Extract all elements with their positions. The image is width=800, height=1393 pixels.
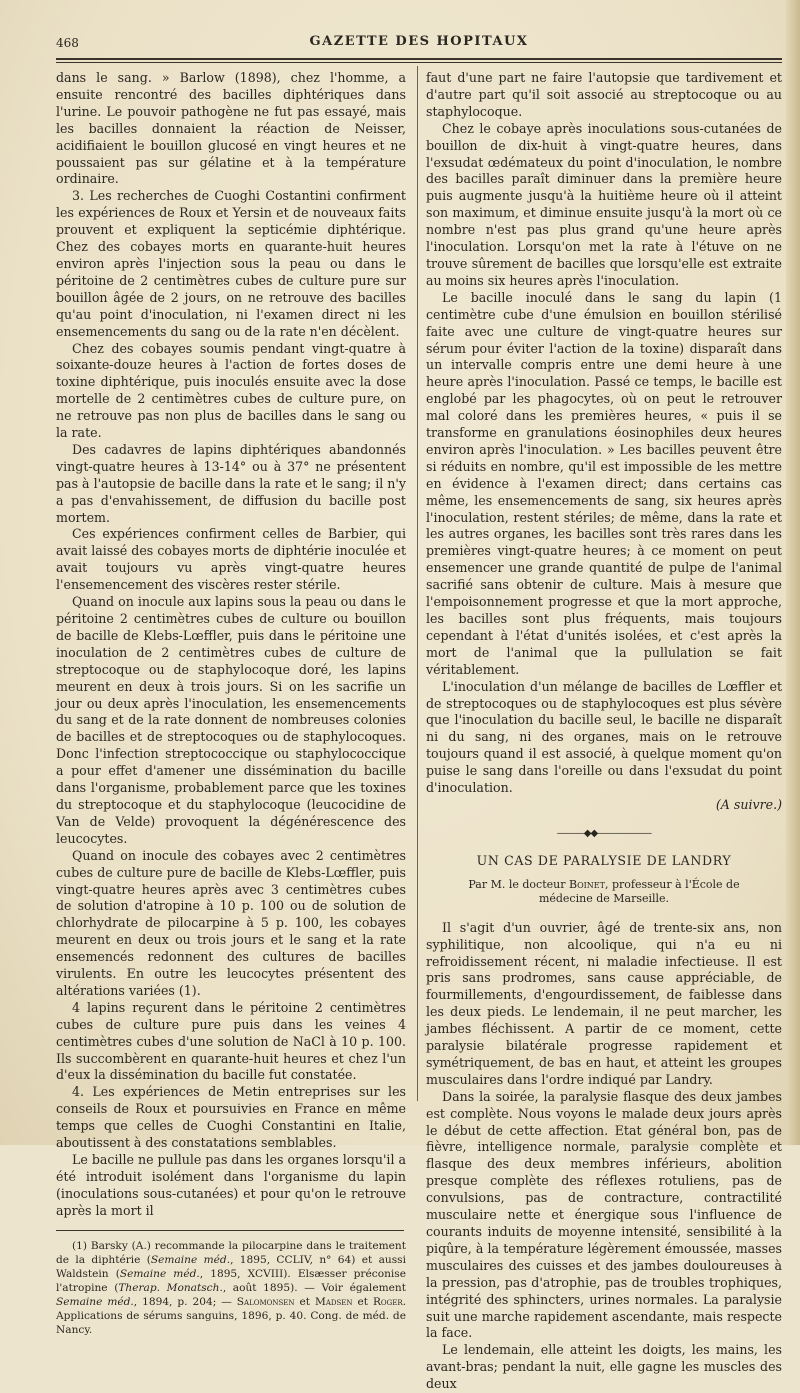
to-be-continued: (A suivre.)	[715, 796, 782, 812]
article-title: UN CAS DE PARALYSIE DE LANDRY	[476, 852, 732, 868]
paragraph: 4 lapins reçurent dans le péritoine 2 centimètres cubes de culture pure puis dans les veines 4 centimètres cubes d'une solution de NaCl à 10 p. 100. Ils succombèrent en quarante-huit heures et chez l'un d'eux la dissémination du bacille fut constatée.	[56, 999, 406, 1083]
paragraph: 3. Les recherches de Cuoghi Costantini confirment les expériences de Roux et Yersin et de nouveaux faits prouvent et expliquent la septicémie diphtérique. Chez des cobayes morts en quarante-huit heures environ après l'injection sous la peau ou dans le péritoine de 2 centimètres cubes de culture pure sur bouillon âgée de 2 jours, on ne retrouve des bacilles qu'au point d'inoculation, ni l'examen direct ni les ensemencements du sang ou de la rate n'en décèlent.	[56, 188, 406, 339]
page-edge-shadow	[786, 0, 800, 1145]
author-name: Boinet	[569, 877, 605, 891]
citation-journal: Semaine méd.	[56, 1295, 134, 1308]
paragraph: Quand on inocule aux lapins sous la peau ou dans le péritoine 2 centimètres cubes de culture ou bouillon de bacille de Klebs-Lœffler, puis dans le péritoine une inoculation de 2 centimètres cubes de culture de streptocoque ou de staphylocoque doré, les lapins meurent en deux à trois jours. Si on les sacrifie un jour ou deux après l'inoculation, les ensemencements du sang et de la rate donnent de nombreuses colonies de bacilles et de streptocoques ou de staphylocoques. Donc l'infection streptococcique ou staphylococcique a pour effet d'amener une dissémination du bacille dans l'organisme, probablement parce que les toxines du streptocoque et du staphylocoque (leucocidine de Van de Velde) provoquent la dégénérescence des leucocytes.	[56, 594, 406, 846]
paragraph: Le bacille ne pullule pas dans les organes lorsqu'il a été introduit isolément dans l'organisme du lapin (inoculations sous-cutanées) et pour qu'on le retrouve après la mort il	[56, 1152, 406, 1218]
paragraph: Ces expériences confirment celles de Barbier, qui avait laissé des cobayes morts de diphtérie inoculée et avait toujours vu après vingt-quatre heures l'ensemencement des viscères rester stérile.	[56, 526, 406, 593]
left-column	[56, 70, 406, 1337]
footnote-text: . Applications de sérums sanguins, 1896, p. 40. Cong. de méd. de Nancy.	[56, 1295, 407, 1336]
footnote	[56, 1239, 406, 1337]
byline-text: Par M. le docteur	[468, 877, 569, 891]
column-divider	[417, 66, 418, 1101]
author-name: Madsen	[314, 1295, 353, 1308]
paragraph: Le lendemain, elle atteint les doigts, les mains, les avant-bras; pendant la nuit, elle gagne les muscles des deux	[426, 1342, 782, 1392]
paragraph: dans le sang. » Barlow (1898), chez l'homme, a ensuite rencontré des bacilles diphtériques dans l'urine. Le pouvoir pathogène ne fut pas essayé, mais les bacilles donnaient la réaction de Neisser, acidifiaient le bouillon glucosé en vingt heures et ne poussaient pas sur gélatine et à la température ordinaire.	[56, 70, 406, 187]
author-name: Salomonsen	[236, 1295, 295, 1308]
footnote-text: , 1895, CCLIV, n° 64) et aussi Waldstein (	[56, 1253, 407, 1280]
journal-title: GAZETTE DES HOPITAUX	[309, 34, 529, 49]
citation-journal: Therap. Monatsch.	[118, 1281, 223, 1294]
footnote-text: et	[352, 1295, 373, 1308]
page-header	[56, 30, 782, 52]
citation-journal: Semaine méd.	[150, 1253, 231, 1266]
right-column	[426, 70, 782, 1393]
paragraph: Quand on inocule des cobayes avec 2 centimètres cubes de culture pure de bacille de Klebs-Lœffler, puis vingt-quatre heures après avec 3 centimètres cubes de solution d'atropine à 10 p. 100 ou de solution de chlorhydrate de pilocarpine à 5 p. 100, les cobayes meurent en deux ou trois jours et le sang et la rate ensemencés redonnent des cultures de bacilles virulents. En outre les leucocytes présentent des altérations variées (1).	[56, 847, 406, 998]
paragraph: faut d'une part ne faire l'autopsie que tardivement et d'autre part qu'il soit associé au streptocoque ou au staphylocoque.	[426, 70, 782, 119]
header-rule-thick	[56, 58, 782, 60]
paragraph: Chez le cobaye après inoculations sous-cutanées de bouillon de dix-huit à vingt-quatre heures, dans l'exsudat œdémateux du point d'inoculation, le nombre des bacilles paraît diminuer dans la première heure puis augmente jusqu'à la huitième heure où il atteint son maximum, et diminue ensuite jusqu'à la mort où ce nombre n'est pas plus grand qu'une heure après l'inoculation. Lorsqu'on met la rate à l'étuve on ne trouve sûrement de bacilles que lorsqu'elle est extraite au moins six heures après l'inoculation.	[426, 120, 782, 288]
citation-journal: Semaine méd.	[119, 1267, 200, 1280]
paragraph: Dans la soirée, la paralysie flasque des deux jambes est complète. Nous voyons le malade deux jours après le début de cette affection. Etat général bon, pas de fièvre, intelligence normale, paralysie complète et flasque des deux membres inférieurs, abolition presque complète des réflexes rotuliens, pas de convulsions, pas de contracture, contractilité musculaire nette et énergique sous l'influence de courants induits de moyenne intensité, sensibilité à la piqûre, à la température légèrement émoussée, masses musculaires des cuisses et des jambes douloureuses à la pression, pas d'atrophie, pas de troubles trophiques, intégrité des sphincters, urines normales. La paralysie suit une marche rapidement ascendante, mais respecte la face.	[426, 1088, 782, 1341]
paragraph: L'inoculation d'un mélange de bacilles de Lœffler et de streptocoques ou de staphylocoques est plus sévère que l'inoculation du bacille seul, le bacille ne disparaît ni du sang, ni des organes, mais on le retrouve toujours quand il est associé, à quelque moment qu'on puise le sang dans l'oreille ou dans l'exsudat du point d'inoculation.	[426, 678, 782, 796]
footnote-text: , août 1895). — Voir également	[222, 1281, 406, 1294]
page-number: 468	[56, 36, 79, 50]
footnote-rule	[56, 1230, 404, 1231]
footnote-text: , 1895, XCVIII). Elsæsser préconise l'atropine (	[56, 1267, 406, 1294]
article-byline	[446, 878, 762, 906]
byline-text: , professeur à l'École de médecine de Marseille.	[538, 877, 740, 905]
paragraph: 4. Les expériences de Metin entreprises sur les conseils de Roux et poursuivies en France en même temps que celles de Cuoghi Constantini en Italie, aboutissent à des constatations semblables.	[56, 1084, 406, 1151]
author-name: Roger	[372, 1295, 403, 1308]
paragraph: Des cadavres de lapins diphtériques abandonnés vingt-quatre heures à 13-14° ou à 37° ne présentent pas à l'autopsie de bacille dans la rate et le sang; il n'y a pas d'envahissement, de diffusion du bacille post mortem.	[56, 441, 406, 525]
footnote-text: et	[294, 1295, 315, 1308]
section-ornament: ———◆◆——————	[556, 827, 652, 839]
paragraph: Il s'agit d'un ouvrier, âgé de trente-six ans, non syphilitique, non alcoolique, qui n'a eu ni refroidissement récent, ni maladie infectieuse. Il est pris sans prodromes, sans cause appréciable, de fourmillements, d'engourdissement, de faiblesse dans les deux pieds. Le lendemain, il ne peut marcher, les jambes fléchissent. A partir de ce moment, cette paralysie bilatérale progresse rapidement et symétriquement, de bas en haut, et atteint les groupes musculaires dans l'ordre indiqué par Landry.	[426, 919, 782, 1087]
footnote-text: (1) Barsky (A.) recommande la pilocarpine dans le traitement de la diphtérie (	[56, 1239, 406, 1266]
footnote-text: , 1894, p. 204; —	[133, 1295, 237, 1308]
paragraph: Chez des cobayes soumis pendant vingt-quatre à soixante-douze heures à l'action de fortes doses de toxine diphtérique, puis inoculés ensuite avec la dose mortelle de 2 centimètres cubes de culture pure, on ne retrouve pas non plus de bacilles dans le sang ou la rate.	[56, 340, 406, 441]
paragraph: Le bacille inoculé dans le sang du lapin (1 centimètre cube d'une émulsion en bouillon stérilisé faite avec une culture de vingt-quatre heures sur sérum pour éviter l'action de la toxine) disparaît dans un intervalle compris entre une demi heure à une heure après l'inoculation. Passé ce temps, le bacille est englobé par les phagocytes, où on peut le retrouver mal coloré dans les premières heures, « puis il se transforme en granulations éosinophiles deux heures environ après l'inoculation. » Les bacilles peuvent être si réduits en nombre, qu'il est impossible de les mettre en évidence à l'examen direct; dans certains cas même, les ensemencements de sang, six heures après l'inoculation, restent stériles; de même, dans la rate et les autres organes, les bacilles sont très rares dans les premières vingt-quatre heures; à ce moment on peut ensemencer une grande quantité de pulpe de l'animal sacrifié sans obtenir de culture. Mais à mesure que l'empoisonnement progresse et que la mort approche, les bacilles sont plus fréquents, mais toujours cependant à l'état d'unités isolées, et c'est après la mort de l'animal que la pullulation se fait véritablement.	[426, 289, 782, 677]
header-rule-thin	[56, 62, 782, 63]
